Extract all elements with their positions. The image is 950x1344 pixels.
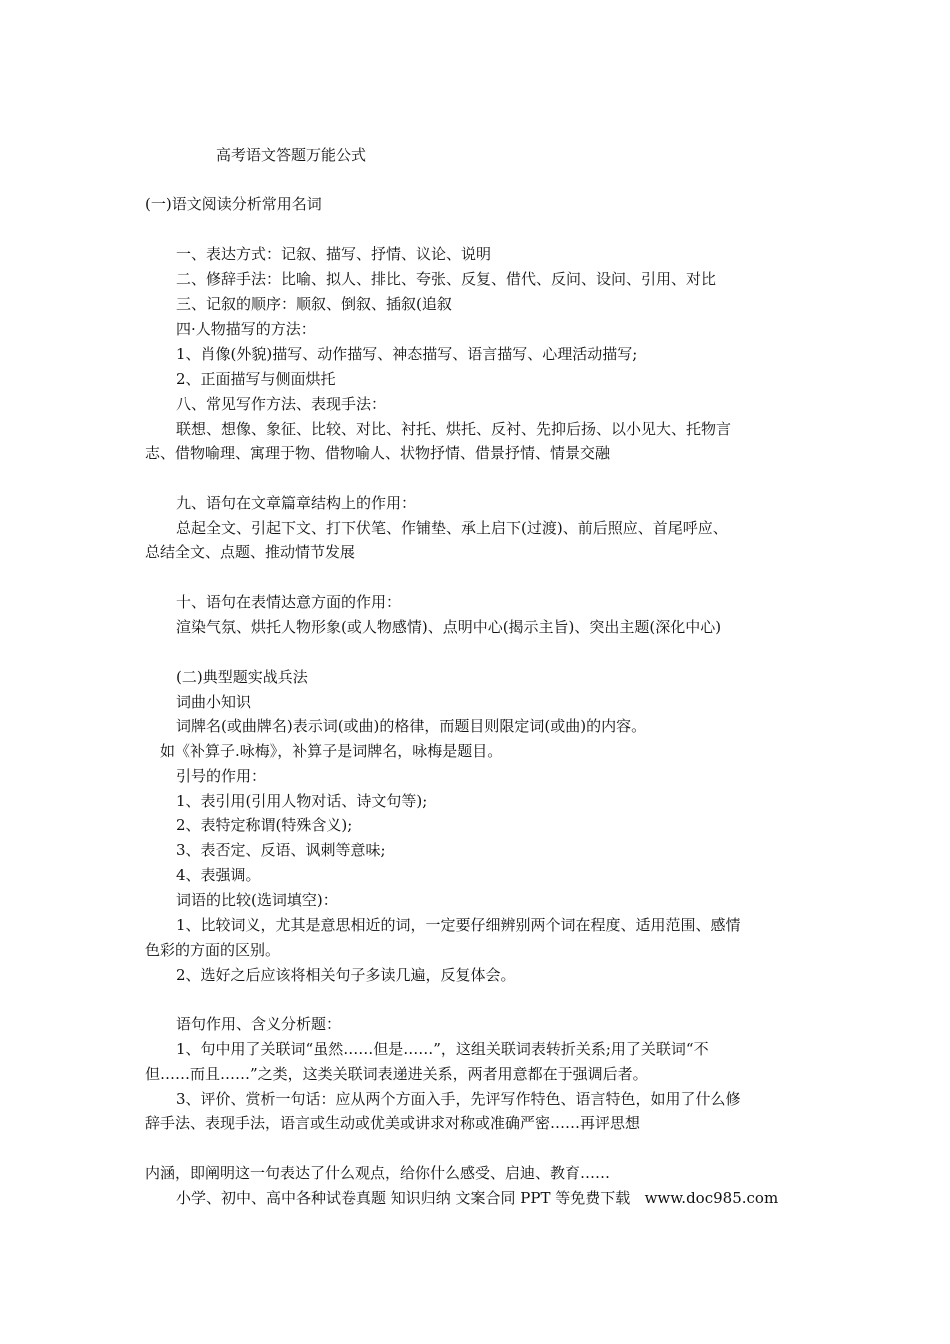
paragraph-line: 联想、想像、象征、比较、对比、衬托、烘托、反衬、先抑后扬、以小见大、托物言	[176, 420, 732, 438]
paragraph-line: 词语的比较(选词填空)：	[176, 891, 338, 909]
paragraph-line: 引号的作用：	[176, 767, 267, 785]
paragraph-line: 九、语句在文章篇章结构上的作用：	[176, 494, 417, 512]
paragraph-line: 总起全文、引起下文、打下伏笔、作铺垫、承上启下(过渡)、前后照应、首尾呼应、	[176, 519, 728, 537]
paragraph-line: 1、句中用了关联词“虽然……但是……”，这组关联词表转折关系;用了关联词“不	[176, 1040, 709, 1058]
paragraph-line: 如《补算子.咏梅》，补算子是词牌名，咏梅是题目。	[160, 742, 503, 760]
paragraph-line: 三、记叙的顺序：顺叙、倒叙、插叙(追叙	[176, 295, 452, 313]
section-heading-2: (二)典型题实战兵法	[176, 668, 308, 686]
paragraph-line: 二、修辞手法：比喻、拟人、排比、夸张、反复、借代、反问、设问、引用、对比	[176, 270, 717, 288]
paragraph-line: 内涵，即阐明这一句表达了什么观点，给你什么感受、启迪、教育……	[145, 1164, 611, 1182]
paragraph-line: 3、评价、赏析一句话：应从两个方面入手，先评写作特色、语言特色，如用了什么修	[176, 1090, 741, 1108]
paragraph-line: 总结全文、点题、推动情节发展	[145, 543, 356, 561]
paragraph-line: 1、肖像(外貌)描写、动作描写、神态描写、语言描写、心理活动描写;	[176, 345, 638, 363]
paragraph-line: 词曲小知识	[176, 693, 252, 711]
paragraph-line: 渲染气氛、烘托人物形象(或人物感情)、点明中心(揭示主旨)、突出主题(深化中心)	[176, 618, 722, 636]
paragraph-line: 1、表引用(引用人物对话、诗文句等);	[176, 792, 428, 810]
paragraph-line: 2、选好之后应该将相关句子多读几遍，反复体会。	[176, 966, 516, 984]
paragraph-line: 十、语句在表情达意方面的作用：	[176, 593, 402, 611]
paragraph-line: 词牌名(或曲牌名)表示词(或曲)的格律，而题目则限定词(或曲)的内容。	[176, 717, 647, 735]
section-heading-1: (一)语文阅读分析常用名词	[145, 195, 322, 213]
paragraph-line: 语句作用、含义分析题：	[176, 1015, 342, 1033]
paragraph-line: 2、表特定称谓(特殊含义);	[176, 816, 353, 834]
paragraph-line: 1、比较词义，尤其是意思相近的词，一定要仔细辨别两个词在程度、适用范围、感情	[176, 916, 741, 934]
footer-text: 小学、初中、高中各种试卷真题 知识归纳 文案合同 PPT 等免费下载 www.doc985.com	[176, 1189, 779, 1207]
paragraph-line: 一、表达方式：记叙、描写、抒情、议论、说明	[176, 245, 492, 263]
paragraph-line: 八、常见写作方法、表现手法：	[176, 395, 387, 413]
paragraph-line: 四·人物描写的方法：	[176, 320, 316, 338]
paragraph-line: 色彩的方面的区别。	[145, 941, 281, 959]
paragraph-line: 3、表否定、反语、讽刺等意味;	[176, 841, 386, 859]
paragraph-line: 2、正面描写与侧面烘托	[176, 370, 336, 388]
paragraph-line: 4、表强调。	[176, 866, 261, 884]
paragraph-line: 辞手法、表现手法，语言或生动或优美或讲求对称或准确严密……再评思想	[145, 1114, 641, 1132]
document-title: 高考语文答题万能公式	[216, 146, 367, 164]
paragraph-line: 志、借物喻理、寓理于物、借物喻人、状物抒情、借景抒情、情景交融	[145, 444, 611, 462]
paragraph-line: 但……而且……”之类，这类关联词表递进关系，两者用意都在于强调后者。	[145, 1065, 648, 1083]
